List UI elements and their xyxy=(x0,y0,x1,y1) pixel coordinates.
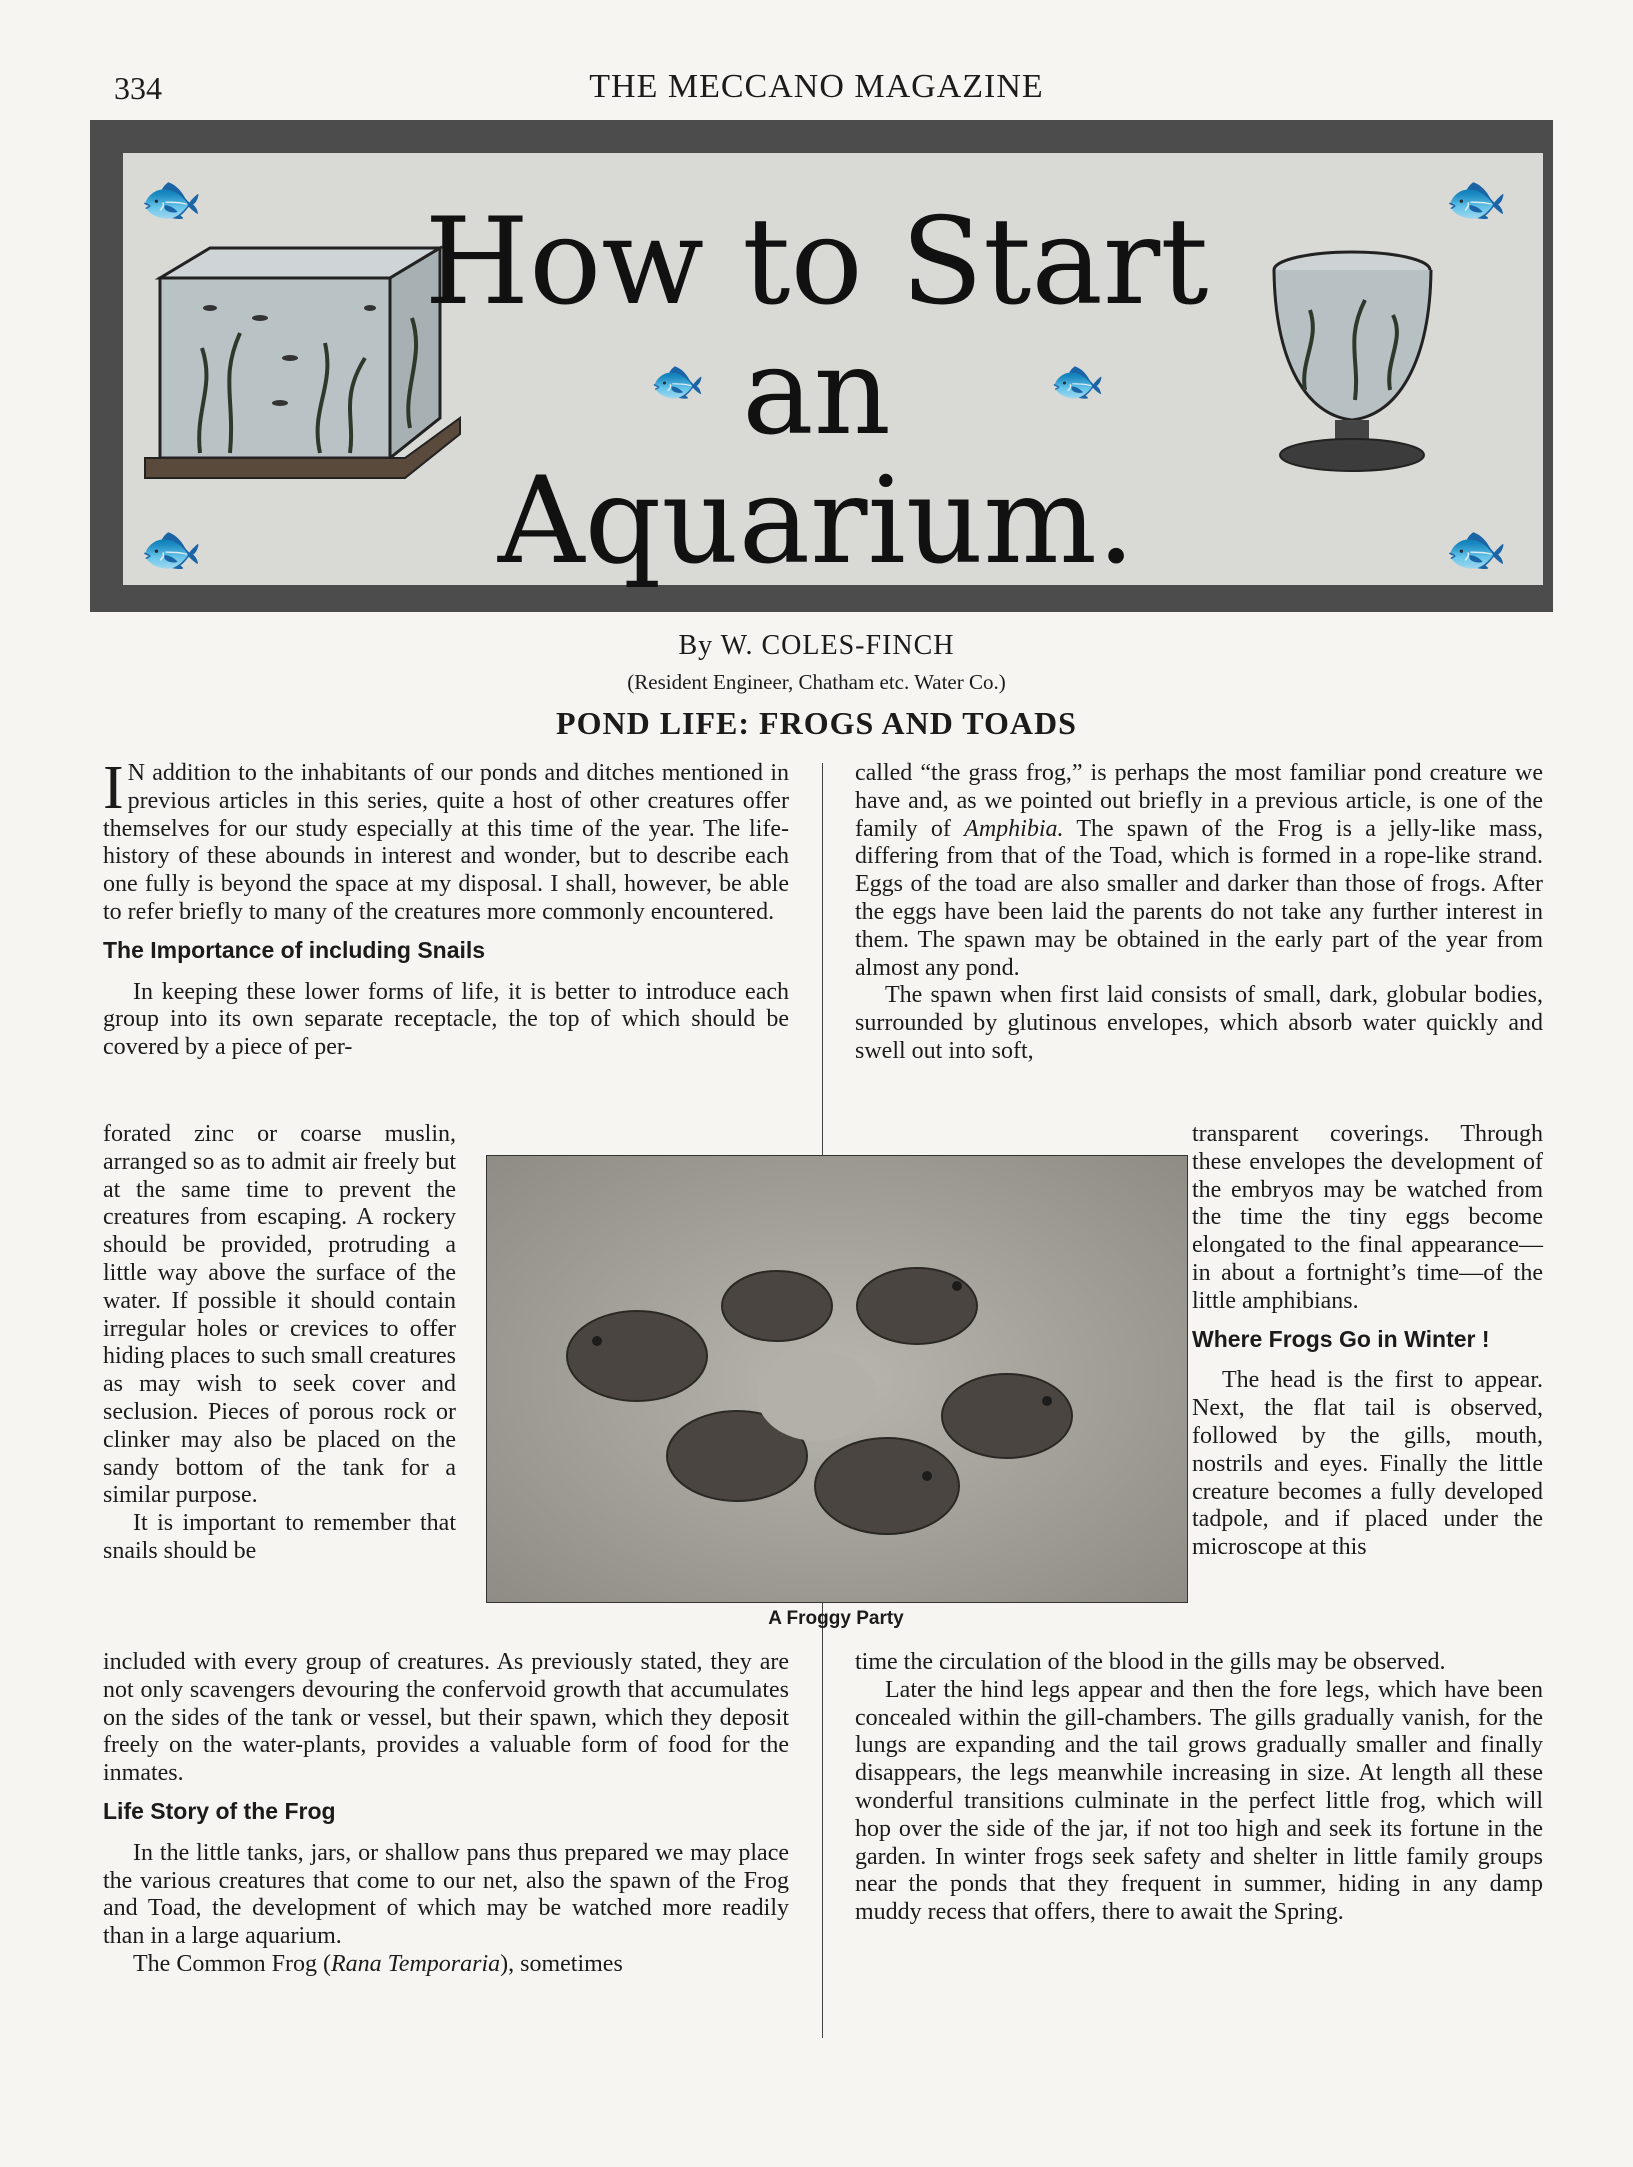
paragraph: The spawn when first laid consists of small, dark, globular bodies, surrounded by glutinous envelopes, which absorb water quickly and swell out into soft, xyxy=(855,982,1543,1064)
paragraph: time the circulation of the blood in the gills may be observed. xyxy=(855,1649,1446,1675)
frogs-image xyxy=(487,1156,1187,1602)
magazine-title: THE MECCANO MAGAZINE xyxy=(589,68,1044,105)
banner-title-line: an xyxy=(742,322,891,462)
paragraph: transparent coverings. Through these envelopes the development of the embryos may be watched from the time the tiny eggs become elongated to the final appearance—in about a fortnight’s time—of the little amphibians. xyxy=(1192,1121,1543,1314)
photo-caption: A Froggy Party xyxy=(768,1608,904,1629)
fish-icon: 🐟 xyxy=(140,171,203,227)
banner-title xyxy=(0,193,1633,592)
fish-icon: 🐟 xyxy=(1445,171,1508,227)
right-column-top xyxy=(855,760,1543,1066)
paragraph: The Common Frog (Rana Temporaria), sometimes xyxy=(133,1950,623,1977)
intro-text: N addition to the inhabitants of our ponds and ditches mentioned in previous articles in this series, quite a host of other creatures offer themselves for our study especially at this time of the year. The life-history of these abounds in interest and wonder, but to describe each one fully is beyond the space at my disposal. I shall, however, be able to refer briefly to many of the creatures more commonly encountered. xyxy=(103,760,789,925)
paragraph: The head is the first to appear. Next, the flat tail is observed, followed by the gills, mouth, nostrils and eyes. Finally the little creature becomes a fully developed tadpole, and if placed under the microscope at this xyxy=(1192,1367,1543,1561)
paragraph: included with every group of creatures. As previously stated, they are not only scavengers devouring the confervoid growth that accumulates on the sides of the tank or vessel, but their spawn, which they deposit freely on the water-plants, provides a valuable form of food for the inmates. xyxy=(103,1649,789,1787)
author-affiliation: (Resident Engineer, Chatham etc. Water Co.) xyxy=(627,670,1006,694)
right-column-beside-photo xyxy=(1192,1121,1543,1562)
family-name: Amphibia. xyxy=(964,815,1064,842)
author-byline: By W. COLES-FINCH xyxy=(678,630,955,661)
paragraph: In the little tanks, jars, or shallow pans thus prepared we may place the various creatures that come to our net, also the spawn of the Frog and Toad, the development of which may be watched more readily than in a large aquarium. xyxy=(103,1839,789,1950)
paragraph: In keeping these lower forms of life, it is better to introduce each group into its own separate receptacle, the top of which should be covered by a piece of per- xyxy=(103,978,789,1061)
right-column-bottom xyxy=(855,1649,1543,1927)
section-heading-frog: Life Story of the Frog xyxy=(103,1797,336,1824)
fish-icon: 🐟 xyxy=(650,357,705,406)
paragraph: called “the grass frog,” is perhaps the most familiar pond creature we have and, as we pointed out briefly in a previous article, is one of the family of Amphibia. The spawn of the Frog is a jelly-like mass, differing from that of the Toad, which is formed in a rope-like strand. Eggs of the toad are also smaller and darker than those of frogs. After the eggs have been laid the parents do not take any further interest in them. The spawn may be obtained in the early part of the year from almost any pond. xyxy=(855,760,1544,981)
species-name: Rana Temporaria xyxy=(331,1950,501,1977)
paragraph: Later the hind legs appear and then the fore legs, which have been concealed within the gill-chambers. The gills gradually vanish, for the lungs are expanding and the tail grows gradually smaller and finally disappears, the legs meanwhile increasing in size. At length all these wonderful transitions culminate in the perfect little frog, which will hop over the side of the jar, if not too high and seek its fortune in the garden. In winter frogs seek safety and shelter in little family groups near the ponds that they frequent in summer, hiding in any damp muddy recess that offers, there to await the Spring. xyxy=(855,1676,1543,1926)
left-column-top xyxy=(103,754,789,1062)
intro-paragraph xyxy=(103,754,789,927)
paragraph: It is important to remember that snails should be xyxy=(103,1510,456,1564)
section-heading-winter: Where Frogs Go in Winter ! xyxy=(1192,1325,1490,1352)
fish-icon: 🐟 xyxy=(1050,357,1105,406)
left-column-bottom xyxy=(103,1649,789,1979)
left-column-beside-photo xyxy=(103,1121,456,1566)
banner-title-line: How to Start xyxy=(424,193,1209,332)
page-number: 334 xyxy=(114,70,162,106)
paragraph: forated zinc or coarse muslin, arranged so as to admit air freely but at the same time to prevent the creatures from escaping. A rockery should be provided, protruding a little way above the surface of the water. If possible it should contain irregular holes or crevices to offer hiding places to such small creatures as may wish to seek cover and seclusion. Pieces of porous rock or clinker may also be placed on the sandy bottom of the tank for a similar purpose. xyxy=(103,1121,456,1509)
banner-title-line: Aquarium. xyxy=(497,452,1136,592)
froggy-party-photo xyxy=(486,1155,1188,1603)
drop-cap: I xyxy=(103,754,124,822)
section-heading-snails: The Importance of including Snails xyxy=(103,936,486,963)
fish-icon: 🐟 xyxy=(1445,521,1508,577)
article-title: POND LIFE: FROGS AND TOADS xyxy=(556,705,1077,741)
fish-icon: 🐟 xyxy=(140,521,203,577)
